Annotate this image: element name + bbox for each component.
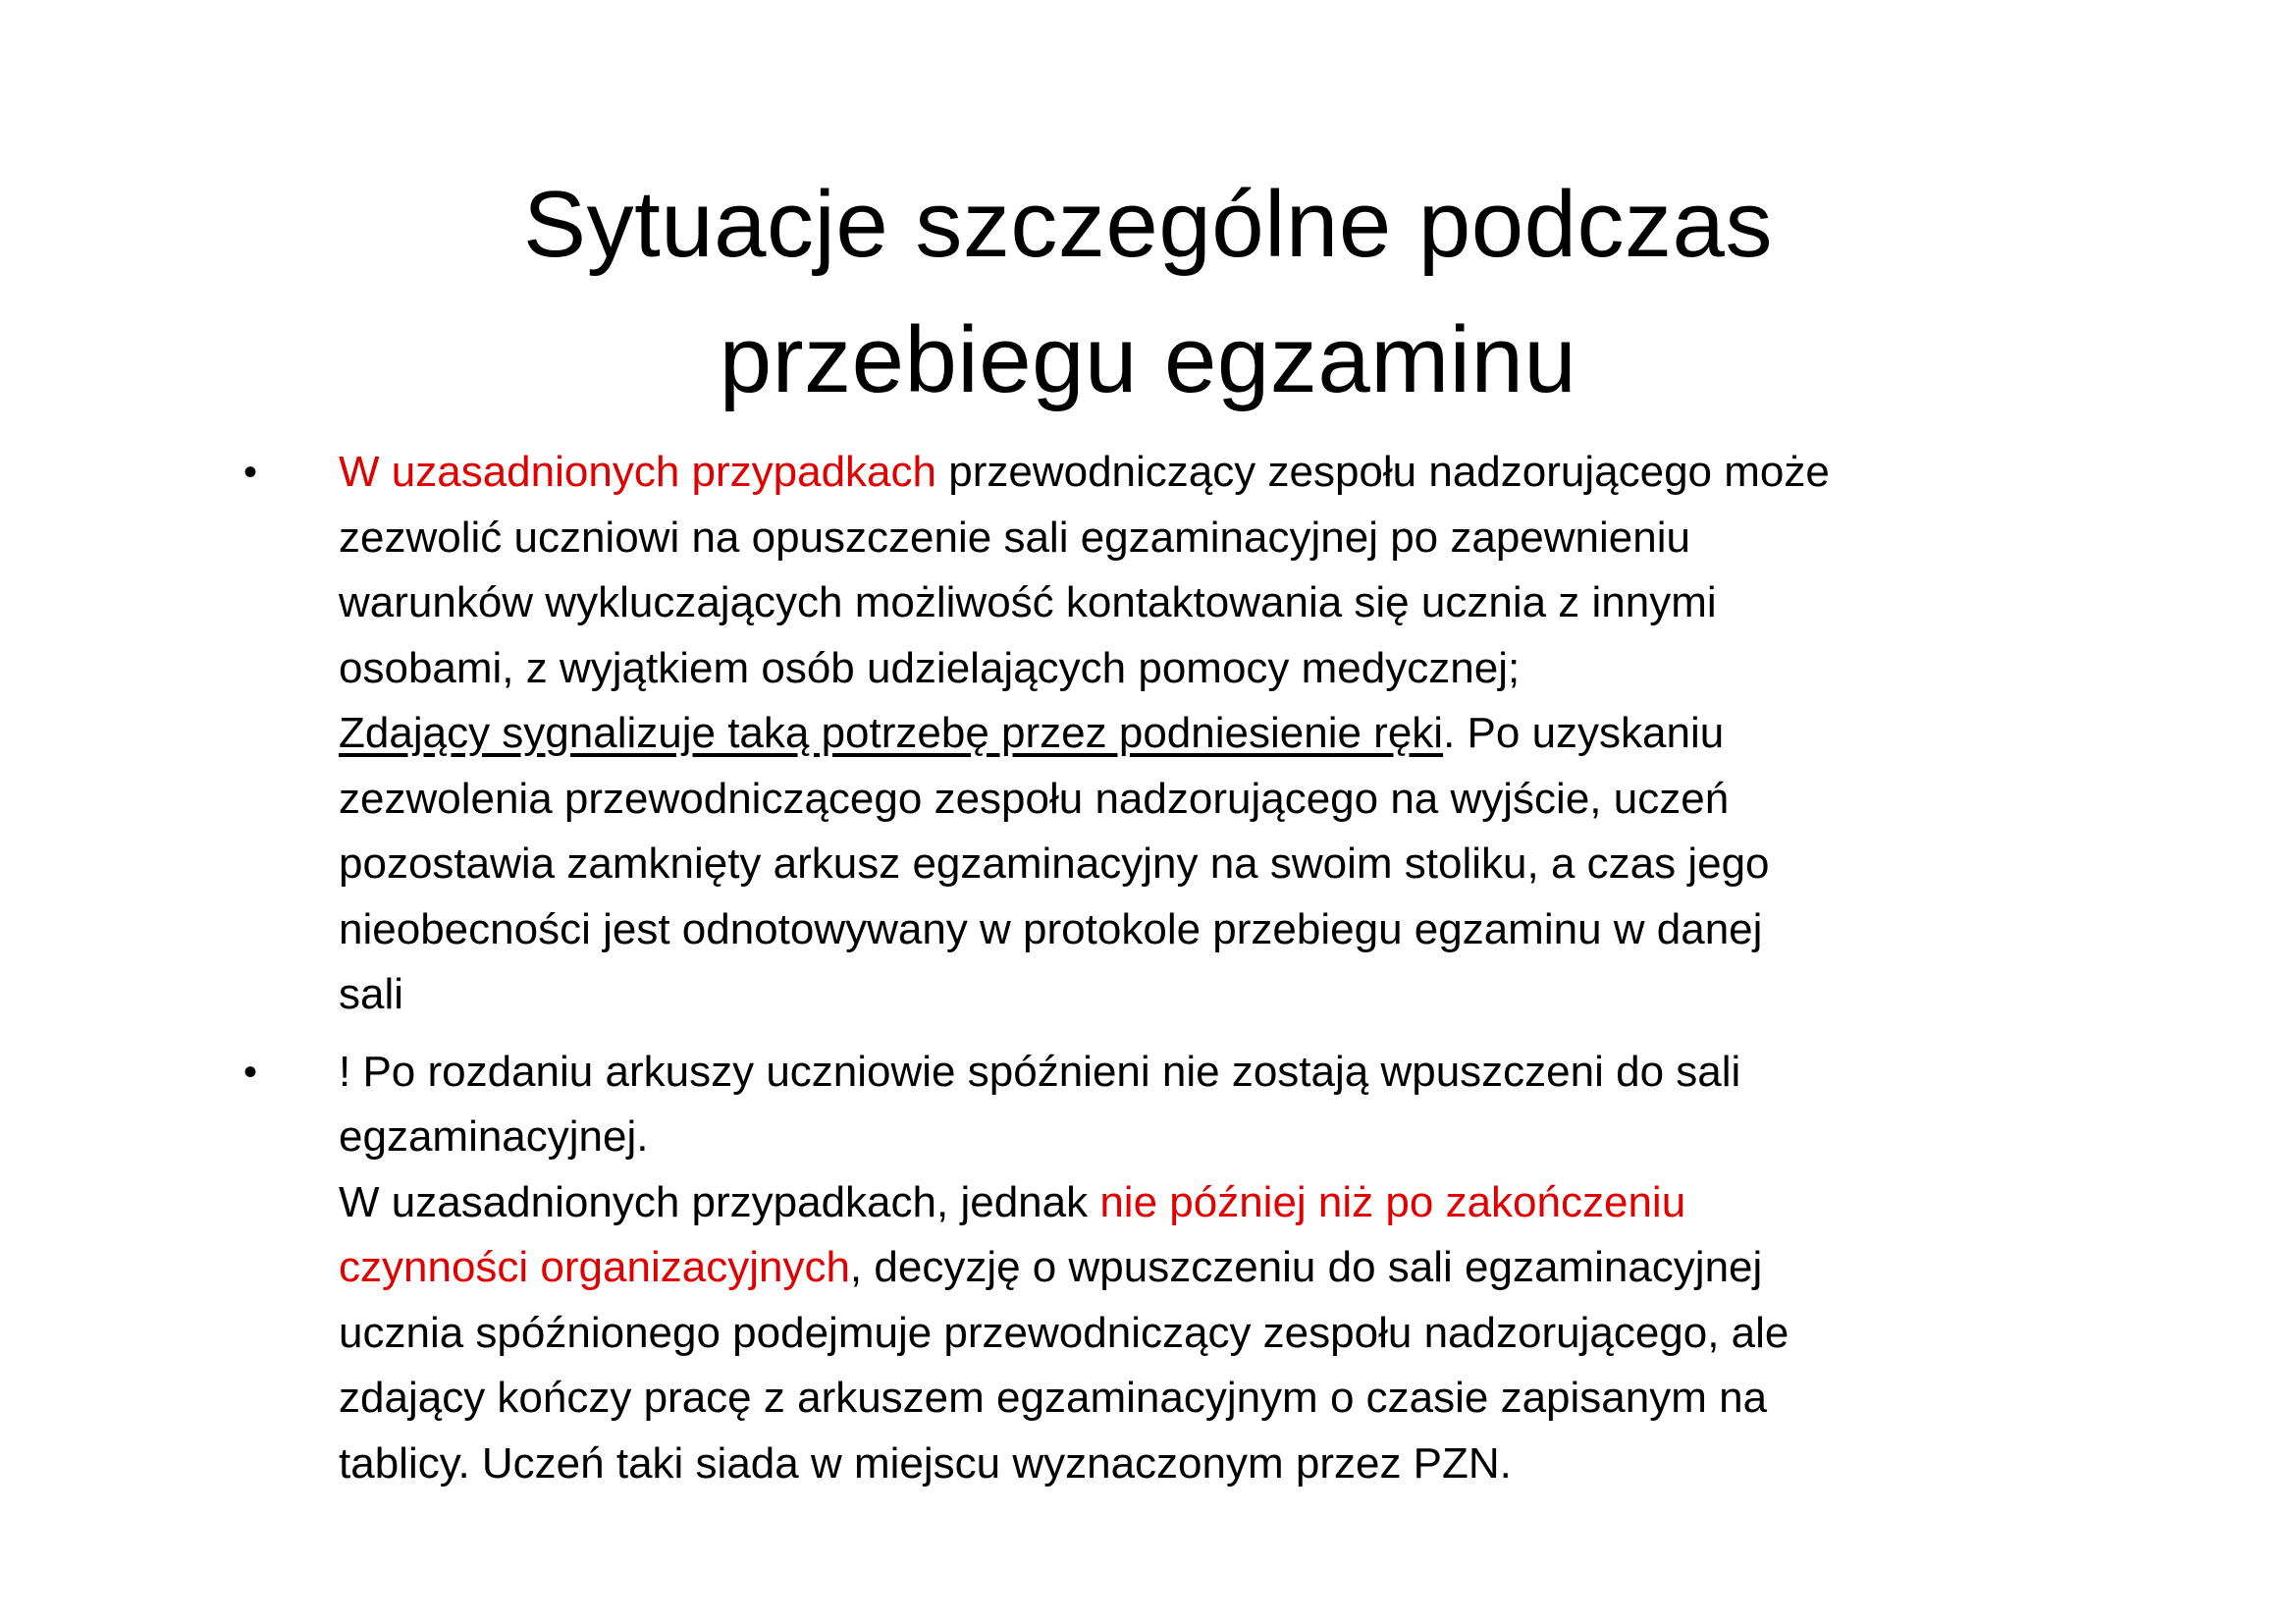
bullet2-line: tablicy. Uczeń taki siada w miejscu wyznaczonym przez PZN. bbox=[339, 1438, 1512, 1488]
body-text: przewodniczący zespołu nadzorującego może bbox=[936, 448, 1830, 496]
bullet-list bbox=[0, 440, 2296, 1496]
body-text: . Po uzyskaniu bbox=[1443, 709, 1725, 757]
bullet2-line bbox=[339, 1235, 2070, 1301]
bullet1-line: zezwolić uczniowi na opuszczenie sali egzaminacyjnej po zapewnieniu bbox=[339, 513, 1690, 562]
bullet-dot-icon: • bbox=[243, 1050, 258, 1094]
title-line-1: Sytuacje szczególne podczas bbox=[523, 172, 1773, 277]
bullet1-line: sali bbox=[339, 970, 404, 1018]
body-text: W uzasadnionych przypadkach, jednak bbox=[339, 1177, 1100, 1226]
bullet2-line: zdający kończy pracę z arkuszem egzaminacyjnym o czasie zapisanym na bbox=[339, 1374, 1768, 1422]
bullet-item-late-students bbox=[0, 1040, 2296, 1497]
bullet1-line bbox=[339, 701, 2070, 767]
bullet2-line: egzaminacyjnej. bbox=[339, 1112, 649, 1161]
bullet2-line: ucznia spóźnionego podejmuje przewodniczący zespołu nadzorującego, ale bbox=[339, 1308, 1789, 1357]
bullet1-line bbox=[339, 440, 2070, 506]
slide-title bbox=[294, 157, 2002, 428]
bullet1-line: nieobecności jest odnotowywany w protokole przebiegu egzaminu w danej bbox=[339, 904, 1763, 953]
highlight-text: czynności organizacyjnych bbox=[339, 1243, 850, 1291]
underlined-text: Zdający sygnalizuje taką potrzebę przez podniesienie ręki bbox=[339, 709, 1444, 757]
bullet1-line: pozostawia zamknięty arkusz egzaminacyjny na swoim stoliku, a czas jego bbox=[339, 839, 1770, 888]
bullet-item-leaving-room bbox=[0, 440, 2296, 1028]
bullet1-line: warunków wykluczających możliwość kontaktowania się ucznia z innymi bbox=[339, 578, 1717, 626]
bullet2-line bbox=[339, 1170, 2070, 1236]
bullet-dot-icon: • bbox=[243, 451, 258, 494]
bullet1-line: zezwolenia przewodniczącego zespołu nadzorującego na wyjście, uczeń bbox=[339, 774, 1730, 823]
highlight-text: nie później niż po zakończeniu bbox=[1099, 1177, 1686, 1226]
highlight-text: W uzasadnionych przypadkach bbox=[339, 448, 936, 496]
bullet1-line: osobami, z wyjątkiem osób udzielających pomocy medycznej; bbox=[339, 643, 1521, 692]
body-text: , decyzję o wpuszczeniu do sali egzaminacyjnej bbox=[849, 1243, 1763, 1291]
title-line-2: przebiegu egzaminu bbox=[719, 307, 1577, 412]
bullet2-line: ! Po rozdaniu arkuszy uczniowie spóźnieni nie zostają wpuszczeni do sali bbox=[339, 1047, 1741, 1096]
